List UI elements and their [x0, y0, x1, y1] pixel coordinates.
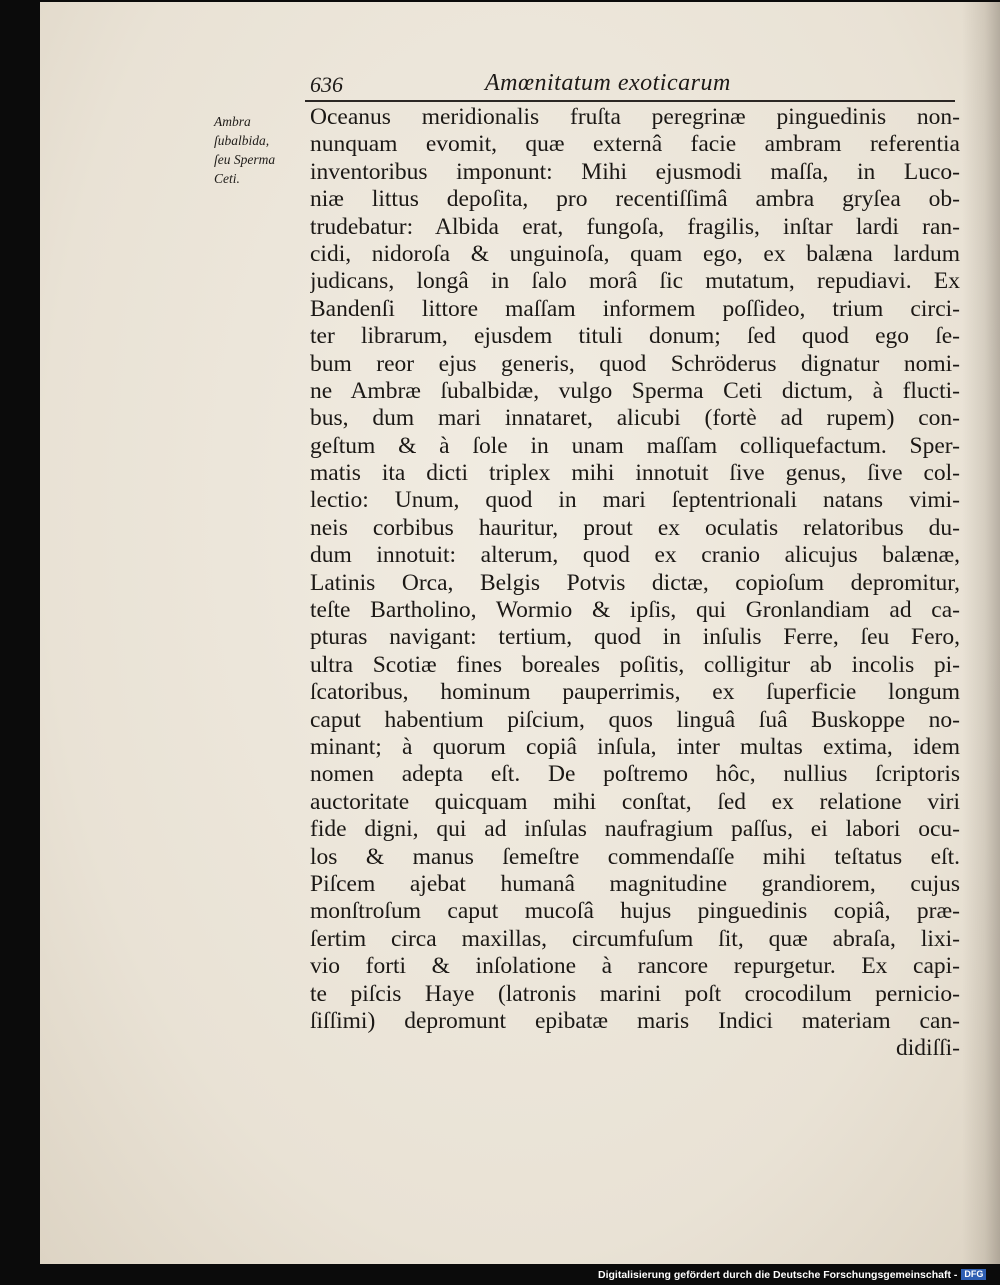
text-line: trudebatur: Albida erat, fungoſa, fragilis, inſtar lardi ran- — [310, 213, 960, 240]
text-line: vio forti & inſolatione à rancore repurgetur. Ex capi- — [310, 953, 960, 980]
text-line: ſcatoribus, hominum pauperrimis, ex ſuperficie longum — [310, 679, 960, 706]
text-line: nunquam evomit, quæ externâ facie ambram referentia — [310, 131, 960, 158]
text-line: Oceanus meridionalis fruſta peregrinæ pinguedinis non- — [310, 104, 960, 130]
margin-note — [214, 112, 309, 188]
text-line: fide digni, qui ad inſulas naufragium paſſus, ei labori ocu- — [310, 816, 960, 843]
text-line: bum reor ejus generis, quod Schröderus dignatur nomi- — [310, 350, 960, 377]
text-line: bus, dum mari innataret, alicubi (fortè ad rupem) con- — [310, 405, 960, 432]
text-line: monſtroſum caput mucoſâ hujus pinguedinis copiâ, præ- — [310, 898, 960, 925]
text-line: ultra Scotiæ fines boreales poſitis, colligitur ab incolis pi- — [310, 651, 960, 678]
text-line: matis ita dicti triplex mihi innotuit ſive genus, ſive col- — [310, 460, 960, 487]
page-spine-shadow — [962, 2, 1000, 1264]
text-line: niæ littus depoſita, pro recentiſſimâ ambra gryſea ob- — [310, 186, 960, 213]
page-number: 636 — [310, 72, 343, 97]
header-rule — [305, 100, 955, 102]
text-line: teſte Bartholino, Wormio & ipſis, qui Gronlandiam ad ca- — [310, 597, 960, 624]
margin-note-line: Ceti. — [214, 171, 240, 186]
text-line: cidi, nidoroſa & unguinoſa, quam ego, ex balæna lardum — [310, 240, 960, 267]
text-line: judicans, longâ in ſalo morâ ſic mutatum, repudiavi. Ex — [310, 268, 960, 295]
dfg-logo: DFG — [961, 1269, 986, 1280]
text-line: ne Ambræ ſubalbidæ, vulgo Sperma Ceti dictum, à flucti- — [310, 377, 960, 404]
catchword: didiſſi- — [896, 1035, 960, 1062]
text-line: lectio: Unum, quod in mari ſeptentrionali natans vimi- — [310, 487, 960, 514]
text-line: ter librarum, ejusdem tituli donum; ſed quod ego ſe- — [310, 323, 960, 350]
text-line: caput habentium piſcium, quos linguâ ſuâ Buskoppe no- — [310, 706, 960, 733]
text-line: pturas navigant: tertium, quod in inſulis Ferre, ſeu Fero, — [310, 624, 960, 651]
text-line: Latinis Orca, Belgis Potvis dictæ, copioſum depromitur, — [310, 569, 960, 596]
margin-note-line: ſubalbida, — [214, 133, 270, 148]
margin-note-line: ſeu Sperma — [214, 152, 276, 167]
text-line: geſtum & à ſole in unam maſſam colliquefactum. Sper- — [310, 432, 960, 459]
text-line: Bandenſi littore maſſam informem poſſideo, trium circi- — [310, 295, 960, 322]
text-line: inventoribus imponunt: Mihi ejusmodi maſſa, in Luco- — [310, 158, 960, 185]
body-text — [310, 104, 960, 1063]
text-line: minant; à quorum copiâ inſula, inter multas extima, idem — [310, 733, 960, 760]
digitization-credit — [598, 1269, 986, 1281]
text-line: ſertim circa maxillas, circumfuſum ſit, quæ abraſa, lixi- — [310, 925, 960, 952]
text-line: nomen adepta eſt. De poſtremo hôc, nullius ſcriptoris — [310, 761, 960, 788]
margin-note-line: Ambra — [214, 114, 251, 129]
text-line: Piſcem ajebat humanâ magnitudine grandiorem, cujus — [310, 870, 960, 897]
text-line: te piſcis Haye (latronis marini poſt crocodilum pernicio- — [310, 980, 960, 1007]
text-line: dum innotuit: alterum, quod ex cranio alicujus balænæ, — [310, 542, 960, 569]
page-header — [270, 70, 950, 100]
text-line: los & manus ſemeſtre commendaſſe mihi teſtatus eſt. — [310, 843, 960, 870]
running-title: Amœnitatum exoticarum — [485, 70, 731, 96]
text-line: ſiſſimi) depromunt epibatæ maris Indici materiam can- — [310, 1007, 960, 1034]
text-line: neis corbibus hauritur, prout ex oculatis relatoribus du- — [310, 514, 960, 541]
text-line: auctoritate quicquam mihi conſtat, ſed ex relatione viri — [310, 788, 960, 815]
credit-text: Digitalisierung gefördert durch die Deutsche Forschungsgemeinschaft - — [598, 1269, 958, 1281]
